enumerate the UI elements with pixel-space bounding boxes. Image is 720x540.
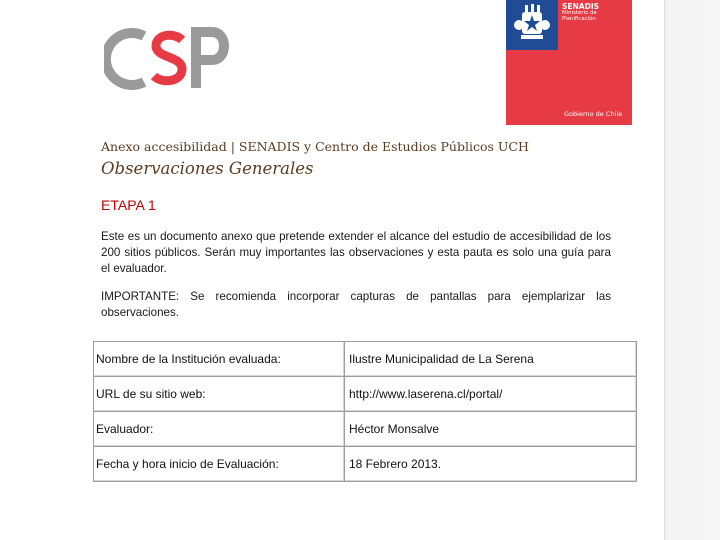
csp-logo bbox=[104, 24, 232, 94]
important-note: IMPORTANTE: Se recomienda incorporar capturas de pantallas para ejemplarizar las observaciones. bbox=[101, 290, 611, 319]
evaluator-value: Héctor Monsalve bbox=[345, 412, 637, 447]
stage-heading: ETAPA 1 bbox=[101, 197, 156, 213]
evaluator-label: Evaluador: bbox=[94, 412, 345, 447]
table-row bbox=[94, 342, 637, 377]
coat-of-arms-icon bbox=[513, 3, 551, 43]
logo-footer: Gobierno de Chile bbox=[564, 110, 623, 118]
logo-line1: Ministerio de bbox=[562, 9, 597, 16]
table-row bbox=[94, 412, 637, 447]
document-pre-title: Anexo accesibilidad | SENADIS y Centro de Estudios Públicos UCH bbox=[101, 139, 529, 154]
evaluation-info-table bbox=[93, 341, 637, 482]
institution-label: Nombre de la Institución evaluada: bbox=[94, 342, 345, 377]
table-row bbox=[94, 377, 637, 412]
senadis-logo bbox=[506, 0, 632, 125]
url-label: URL de su sitio web: bbox=[94, 377, 345, 412]
institution-value: Ilustre Municipalidad de La Serena bbox=[345, 342, 637, 377]
date-value: 18 Febrero 2013. bbox=[345, 447, 637, 482]
table-row bbox=[94, 447, 637, 482]
date-label: Fecha y hora inicio de Evaluación: bbox=[94, 447, 345, 482]
logo-text-block bbox=[562, 3, 599, 22]
intro-paragraph: Este es un documento anexo que pretende extender el alcance del estudio de accesibilidad de los 200 sitios públicos. Serán muy importantes las observaciones y esta pauta es solo una guía para el evaluador. bbox=[101, 230, 611, 275]
logo-line2: Planificación bbox=[562, 15, 596, 22]
right-decorative-strip bbox=[664, 0, 720, 540]
logo-title: SENADIS bbox=[562, 2, 600, 11]
document-subtitle: Observaciones Generales bbox=[101, 159, 314, 178]
url-value: http://www.laserena.cl/portal/ bbox=[345, 377, 637, 412]
